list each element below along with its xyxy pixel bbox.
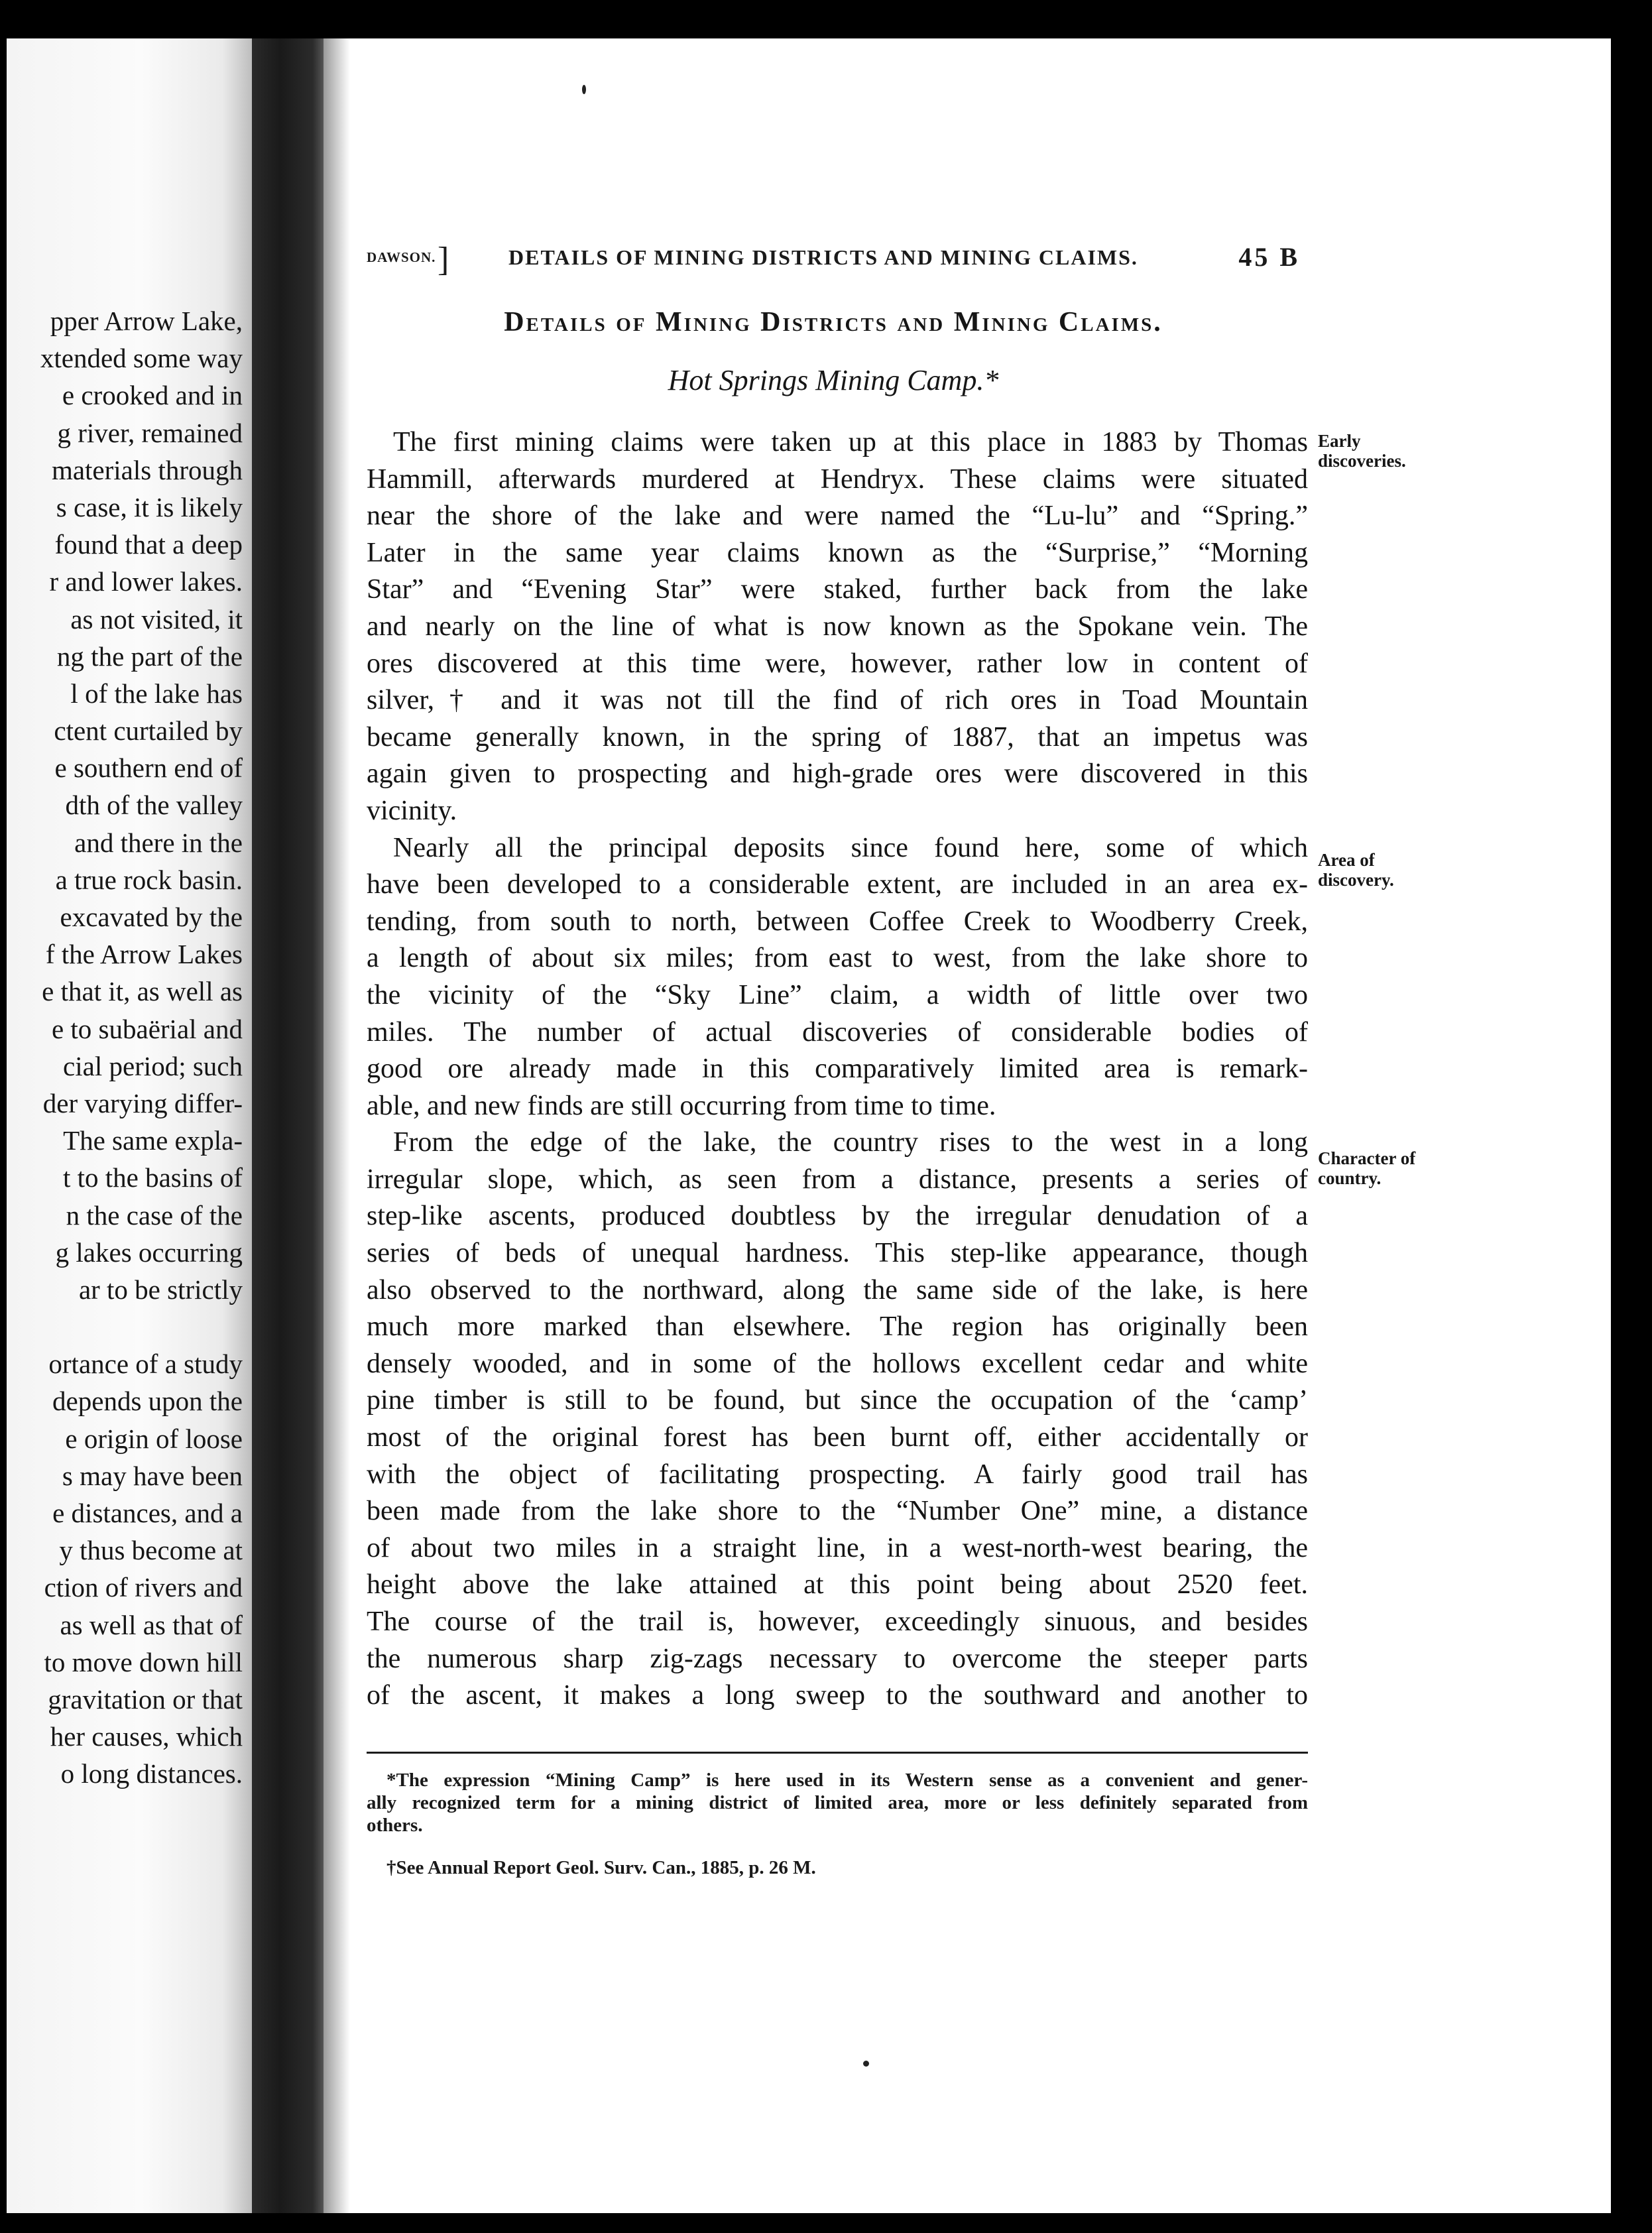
facing-page-line: her causes, which: [50, 1721, 243, 1752]
facing-page-line: e crooked and in: [62, 380, 243, 411]
facing-page-line: materials through: [51, 454, 243, 485]
body-line: with the object of facilitating prospecting. A fairly good trail has: [367, 1459, 1308, 1490]
body-line: of the ascent, it makes a long sweep to the southward and another to: [367, 1680, 1308, 1711]
facing-page-line: e to subaërial and: [51, 1013, 243, 1044]
body-line: The course of the trail is, however, exceedingly sinuous, and besides: [367, 1606, 1308, 1637]
body-line: series of beds of unequal hardness. This step-like appearance, though: [367, 1238, 1308, 1269]
facing-page-line: ng the part of the: [56, 640, 243, 672]
facing-page-line: ortance of a study: [48, 1349, 243, 1380]
body-line: miles. The number of actual discoveries of considerable bodies of: [367, 1016, 1308, 1048]
body-line: again given to prospecting and high-grade ores were discovered in this: [367, 758, 1308, 790]
running-head-title: DETAILS OF MINING DISTRICTS AND MINING CLAIMS.: [508, 245, 1138, 269]
body-line: ores discovered at this time were, however, rather low in content of: [367, 648, 1308, 679]
facing-page-line: excavated by the: [60, 902, 243, 932]
margin-note-area-of-discovery: [1318, 850, 1394, 890]
facing-page-line: depends upon the: [52, 1386, 243, 1417]
margin-note-line: discoveries.: [1318, 451, 1406, 471]
body-line: near the shore of the lake and were named the “Lu-lu” and “Spring.”: [367, 501, 1308, 532]
facing-page-line: y thus become at: [59, 1535, 243, 1566]
gutter-shadow: [324, 38, 350, 2213]
margin-note-line: Character of: [1318, 1148, 1416, 1168]
body-line: the numerous sharp zig-zags necessary to overcome the steeper parts: [367, 1643, 1308, 1674]
body-line: much more marked than elsewhere. The region has originally been: [367, 1311, 1308, 1343]
body-line: a length of about six miles; from east to west, from the lake shore to: [367, 943, 1308, 974]
scan-speck: [863, 2061, 869, 2067]
body-line: Star” and “Evening Star” were staked, further back from the lake: [367, 574, 1308, 605]
facing-page-line: to move down hill: [44, 1646, 243, 1677]
running-head: [367, 241, 1300, 278]
body-line: and nearly on the line of what is now known as the Spokane vein. The: [367, 611, 1308, 642]
facing-page-text: [7, 302, 243, 1793]
facing-page-line: dth of the valley: [65, 790, 243, 821]
margin-note-line: Early: [1318, 431, 1361, 451]
facing-page-line: ction of rivers and: [44, 1572, 243, 1603]
body-line: densely wooded, and in some of the hollows excellent cedar and white: [367, 1348, 1308, 1379]
margin-note-line: discovery.: [1318, 870, 1394, 890]
body-line: also observed to the northward, along the same side of the lake, is here: [367, 1274, 1308, 1305]
body-line: able, and new finds are still occurring from time to time.: [367, 1090, 996, 1121]
margin-note-line: country.: [1318, 1168, 1382, 1188]
body-line: most of the original forest has been burnt off, either accidentally or: [367, 1422, 1308, 1453]
book-gutter: [252, 38, 324, 2213]
body-line: pine timber is still to be found, but since the occupation of the ‘camp’: [367, 1385, 1308, 1416]
facing-page-line: s case, it is likely: [56, 491, 243, 522]
facing-page-line: f the Arrow Lakes: [45, 939, 243, 970]
body-line: of about two miles in a straight line, in a west-north-west bearing, the: [367, 1532, 1308, 1563]
body-line: From the edge of the lake, the country rises to the west in a long: [393, 1127, 1308, 1158]
facing-page-line: e origin of loose: [65, 1423, 243, 1454]
scan-border-bottom: [0, 2213, 1652, 2233]
footnote-line: *The expression “Mining Camp” is here used in its Western sense as a convenient and gener-: [386, 1770, 1308, 1791]
facing-page-line: ctent curtailed by: [54, 715, 243, 747]
body-line: step-like ascents, produced doubtless by the irregular denudation of a: [367, 1201, 1308, 1232]
body-line: have been developed to a considerable extent, are included in an area ex-: [367, 869, 1308, 900]
subsection-heading: Hot Springs Mining Camp.*: [668, 364, 999, 396]
body-line: silver,† and it was not till the find of rich ores in Toad Mountain: [367, 685, 1308, 716]
footnote-rule: [367, 1752, 1308, 1754]
scan-border-top: [0, 0, 1652, 38]
facing-page-line: a true rock basin.: [55, 864, 243, 895]
scan-border-left: [0, 0, 7, 2233]
facing-page-line: [7, 1308, 243, 1345]
footnote-line: others.: [367, 1815, 423, 1836]
footnote-dagger: †See Annual Report Geol. Surv. Can., 1885, p. 26 M.: [386, 1857, 816, 1878]
body-line: vicinity.: [367, 795, 457, 826]
facing-page-line: as not visited, it: [70, 603, 243, 634]
body-line: good ore already made in this comparatively limited area is remark-: [367, 1054, 1308, 1085]
facing-page-line: The same expla-: [63, 1125, 243, 1156]
footnotes: [367, 1769, 1308, 1879]
facing-page-line: der varying differ-: [42, 1087, 243, 1118]
body-line: Hammill, afterwards murdered at Hendryx. These claims were situated: [367, 463, 1308, 495]
facing-page-line: as well as that of: [60, 1609, 243, 1640]
margin-note-line: Area of: [1318, 850, 1375, 870]
body-line: the vicinity of the “Sky Line” claim, a width of little over two: [367, 979, 1308, 1010]
section-heading: Details of Mining Districts and Mining Claims.: [504, 307, 1163, 337]
body-line: Later in the same year claims known as the “Surprise,” “Morning: [367, 537, 1308, 568]
body-line: height above the lake attained at this point being about 2520 feet.: [367, 1569, 1308, 1600]
body-line: Nearly all the principal deposits since found here, some of which: [393, 832, 1308, 863]
facing-page-line: ar to be strictly: [78, 1274, 243, 1305]
facing-page: [7, 38, 252, 2213]
facing-page-line: cial period; such: [63, 1050, 243, 1081]
running-head-author: DAWSON.: [367, 249, 436, 265]
margin-note-early-discoveries: [1318, 431, 1406, 471]
facing-page-line: gravitation or that: [48, 1683, 243, 1715]
facing-page-line: g lakes occurring: [55, 1237, 243, 1268]
facing-page-line: found that a deep: [54, 529, 243, 560]
facing-page-line: e southern end of: [54, 753, 243, 784]
margin-note-character-of-country: [1318, 1148, 1415, 1188]
page-number: 45 B: [1238, 242, 1300, 272]
facing-page-line: e distances, and a: [52, 1498, 243, 1528]
body-line: became generally known, in the spring of 1887, that an impetus was: [367, 721, 1308, 753]
facing-page-line: xtended some way: [40, 343, 243, 374]
scan-border-right: [1611, 0, 1652, 2233]
facing-page-line: and there in the: [74, 827, 243, 858]
facing-page-line: l of the lake has: [70, 678, 243, 709]
body-line: The first mining claims were taken up at this place in 1883 by Thomas: [393, 427, 1308, 457]
facing-page-line: pper Arrow Lake,: [50, 306, 243, 336]
scan-speck: [582, 85, 586, 94]
facing-page-line: s may have been: [62, 1460, 243, 1491]
facing-page-line: r and lower lakes.: [49, 566, 243, 597]
facing-page-line: o long distances.: [60, 1758, 243, 1789]
body-line: tending, from south to north, between Coffee Creek to Woodberry Creek,: [367, 906, 1308, 937]
body-line: been made from the lake shore to the “Number One” mine, a distance: [367, 1496, 1308, 1527]
facing-page-line: e that it, as well as: [42, 976, 243, 1007]
running-head-bracket: ]: [438, 241, 451, 278]
footnote-line: ally recognized term for a mining district of limited area, more or less definitely separated from: [367, 1792, 1308, 1813]
body-text: [367, 424, 1308, 1715]
facing-page-line: t to the basins of: [62, 1162, 243, 1193]
facing-page-line: g river, remained: [57, 417, 243, 448]
body-line: irregular slope, which, as seen from a distance, presents a series of: [367, 1164, 1308, 1195]
facing-page-line: n the case of the: [66, 1199, 243, 1231]
